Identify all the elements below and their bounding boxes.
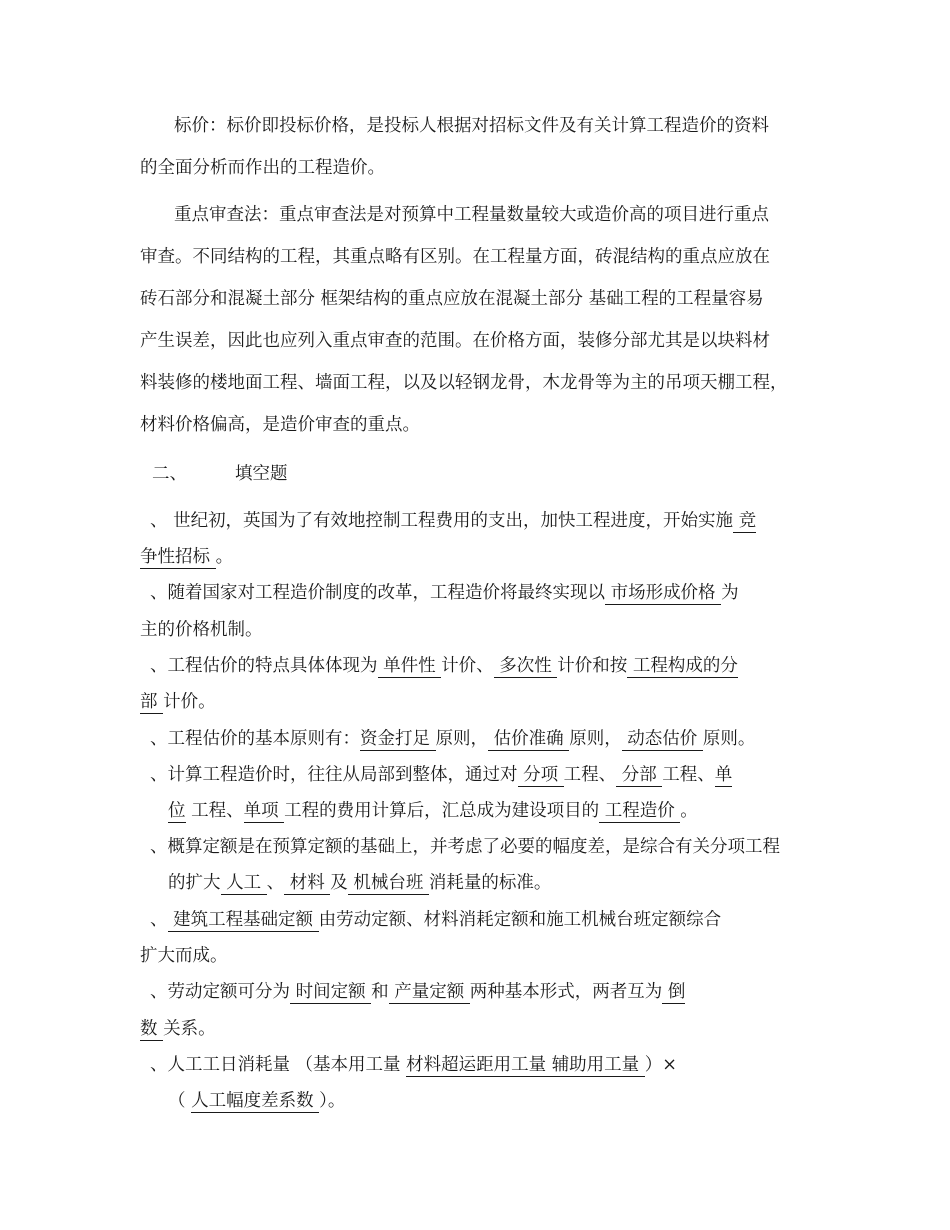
question-4: 、工程估价的基本原则有：资金打足 原则， 估价准确 原则， 动态估价 原则。 [150,729,756,749]
question-9-line-1: 、人工工日消耗量 （基本用工量 材料超运距用工量 辅助用工量 ）× [150,1055,677,1075]
blank-answer: 单件性 [377,656,442,676]
para-biaojia-line-1: 标价：标价即投标价格，是投标人根据对招标文件及有关计算工程造价的资料 [174,116,769,136]
section-heading [152,460,288,485]
blank-answer: 人工幅度差系数 [191,1091,320,1111]
para-biaojia-line-2: 的全面分析而作出的工程造价。 [140,158,385,178]
question-7-line-2: 扩大而成。 [140,946,228,966]
blank-answer: 单 [714,765,733,785]
section-title: 填空题 [235,464,288,484]
blank-answer: 估价准确 [488,729,570,749]
blank-answer: 部 [140,692,164,712]
para-zhongdian-line-2: 审查。不同结构的工程，其重点略有区别。在工程量方面，砖混结构的重点应放在 [140,247,770,267]
blank-answer: 多次性 [493,656,558,676]
blank-answer: 动态估价 [621,729,703,749]
blank-answer: 数 [140,1019,164,1039]
blank-answer: 争性招标 [140,547,216,567]
para-zhongdian-line-5: 料装修的楼地面工程、墙面工程，以及以轻钢龙骨，木龙骨等为主的吊项天棚工程， [140,373,788,393]
section-number: 二、 [152,464,187,484]
para-zhongdian-line-6: 材料价格偏高，是造价审查的重点。 [140,415,420,435]
para-zhongdian-line-1: 重点审查法：重点审查法是对预算中工程量数量较大或造价高的项目进行重点 [174,205,769,225]
para-zhongdian-line-3: 砖石部分和混凝土部分 框架结构的重点应放在混凝土部分 基础工程的工程量容易 [140,289,764,309]
question-3-line-2: 部 计价。 [140,692,216,712]
question-8-line-1: 、劳动定额可分为 时间定额 和 产量定额 两种基本形式，两者互为 倒 [150,982,686,1002]
para-zhongdian-line-4: 产生误差，因此也应列入重点审查的范围。在价格方面，装修分部尤其是以块料材 [140,331,770,351]
blank-answer: 分部 [616,765,663,785]
blank-answer: 产量定额 [388,982,470,1002]
question-1-line-1: 、 世纪初，英国为了有效地控制工程费用的支出，加快工程进度，开始实施 竞 [150,511,757,531]
blank-answer: 材料超运距用工量 [406,1055,552,1075]
blank-answer: 单项 [243,801,285,821]
blank-answer: 工程构成的分 [627,656,738,676]
blank-answer: 时间定额 [290,982,372,1002]
blank-answer: 竞 [733,511,757,531]
blank-answer: 倒 [662,982,686,1002]
question-2-line-2: 主的价格机制。 [140,620,263,640]
question-3-line-1: 、工程估价的特点具体体现为 单件性 计价、 多次性 计价和按 工程构成的分 [150,656,738,676]
question-8-line-2: 数 关系。 [140,1019,216,1039]
question-6-line-1: 、概算定额是在预算定额的基础上，并考虑了必要的幅度差，是综合有关分项工程 [150,837,780,857]
blank-answer: 人工 [220,873,267,893]
question-1-line-2: 争性招标 。 [140,547,234,567]
question-2-line-1: 、随着国家对工程造价制度的改革，工程造价将最终实现以 市场形成价格 为 [150,583,739,603]
blank-answer: 机械台班 [347,873,429,893]
blank-answer: 分项 [517,765,564,785]
blank-answer: 资金打足 [360,729,436,749]
blank-answer: 辅助用工量 [551,1055,645,1075]
question-9-line-2: （ 人工幅度差系数 ）。 [168,1091,346,1111]
blank-answer: 建筑工程基础定额 [167,910,319,930]
blank-answer: 市场形成价格 [605,583,722,603]
question-6-line-2: 的扩大 人工 、 材料 及 机械台班 消耗量的标准。 [168,873,552,893]
blank-answer: 材料 [284,873,331,893]
question-5-line-2: 位 工程、单项 工程的费用计算后，汇总成为建设项目的 工程造价 。 [168,801,698,821]
question-5-line-1: 、计算工程造价时，往往从局部到整体，通过对 分项 工程、 分部 工程、单 [150,765,733,785]
blank-answer: 工程造价 [599,801,681,821]
question-7-line-1: 、 建筑工程基础定额 由劳动定额、材料消耗定额和施工机械台班定额综合 [150,910,722,930]
blank-answer: 位 [168,801,186,821]
